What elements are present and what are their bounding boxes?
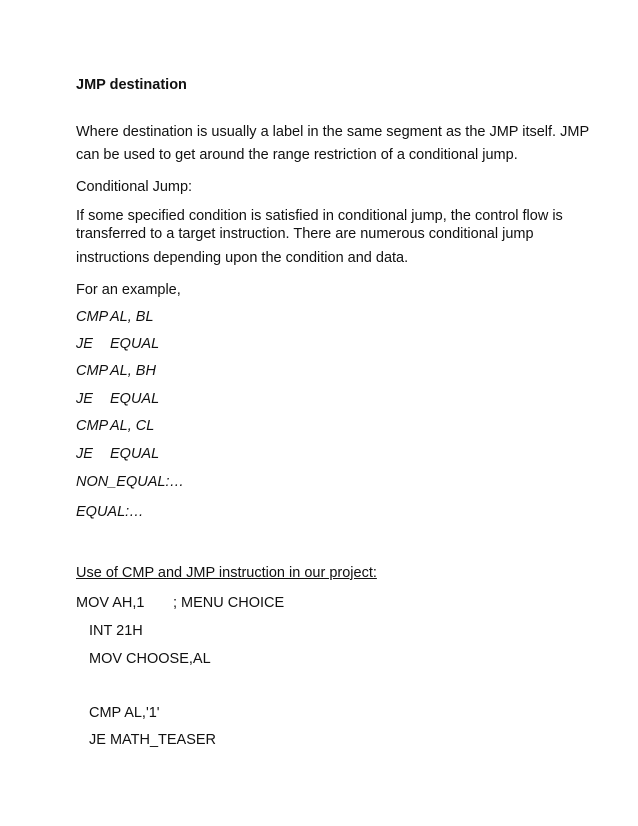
- paragraph-line: can be used to get around the range restriction of a conditional jump.: [76, 147, 518, 163]
- code-line: MOV CHOOSE,AL: [89, 651, 211, 667]
- code-operand: EQUAL: [110, 336, 160, 352]
- code-opcode: JE: [76, 336, 93, 352]
- code-operand: AL, BL: [110, 309, 154, 325]
- paragraph-line: instructions depending upon the condition and data.: [76, 250, 409, 266]
- code-line: [76, 417, 154, 435]
- code-operand: EQUAL: [110, 391, 160, 407]
- paragraph-line: transferred to a target instruction. There are numerous conditional jump: [76, 226, 534, 242]
- example-intro: For an example,: [76, 282, 181, 298]
- paragraph-line: If some specified condition is satisfied in conditional jump, the control flow is: [76, 208, 563, 224]
- code-line: [76, 445, 159, 463]
- code-operand: EQUAL: [110, 446, 160, 462]
- code-line: CMP AL,'1': [89, 705, 160, 721]
- code-label-non-equal: NON_EQUAL:…: [76, 474, 184, 490]
- code-line: [76, 308, 154, 326]
- code-instruction: MOV AH,1: [76, 595, 145, 611]
- code-opcode: CMP: [76, 418, 109, 434]
- code-line: [76, 335, 159, 353]
- code-line: [76, 390, 159, 408]
- code-line: JE MATH_TEASER: [89, 732, 217, 748]
- code-opcode: JE: [76, 446, 93, 462]
- code-label-equal: EQUAL:…: [76, 504, 144, 520]
- code-line: [76, 362, 156, 380]
- code-opcode: CMP: [76, 363, 109, 379]
- section-label: Conditional Jump:: [76, 179, 193, 195]
- code-operand: AL, CL: [110, 418, 155, 434]
- code-line: INT 21H: [89, 623, 143, 639]
- code-opcode: CMP: [76, 309, 109, 325]
- page-title: JMP destination: [76, 77, 187, 93]
- code-opcode: JE: [76, 391, 93, 407]
- code-operand: AL, BH: [110, 363, 156, 379]
- code-line: [76, 594, 284, 612]
- section-title: Use of CMP and JMP instruction in our project:: [76, 565, 377, 581]
- paragraph-line: Where destination is usually a label in the same segment as the JMP itself. JMP: [76, 124, 590, 140]
- code-comment: ; MENU CHOICE: [173, 595, 285, 611]
